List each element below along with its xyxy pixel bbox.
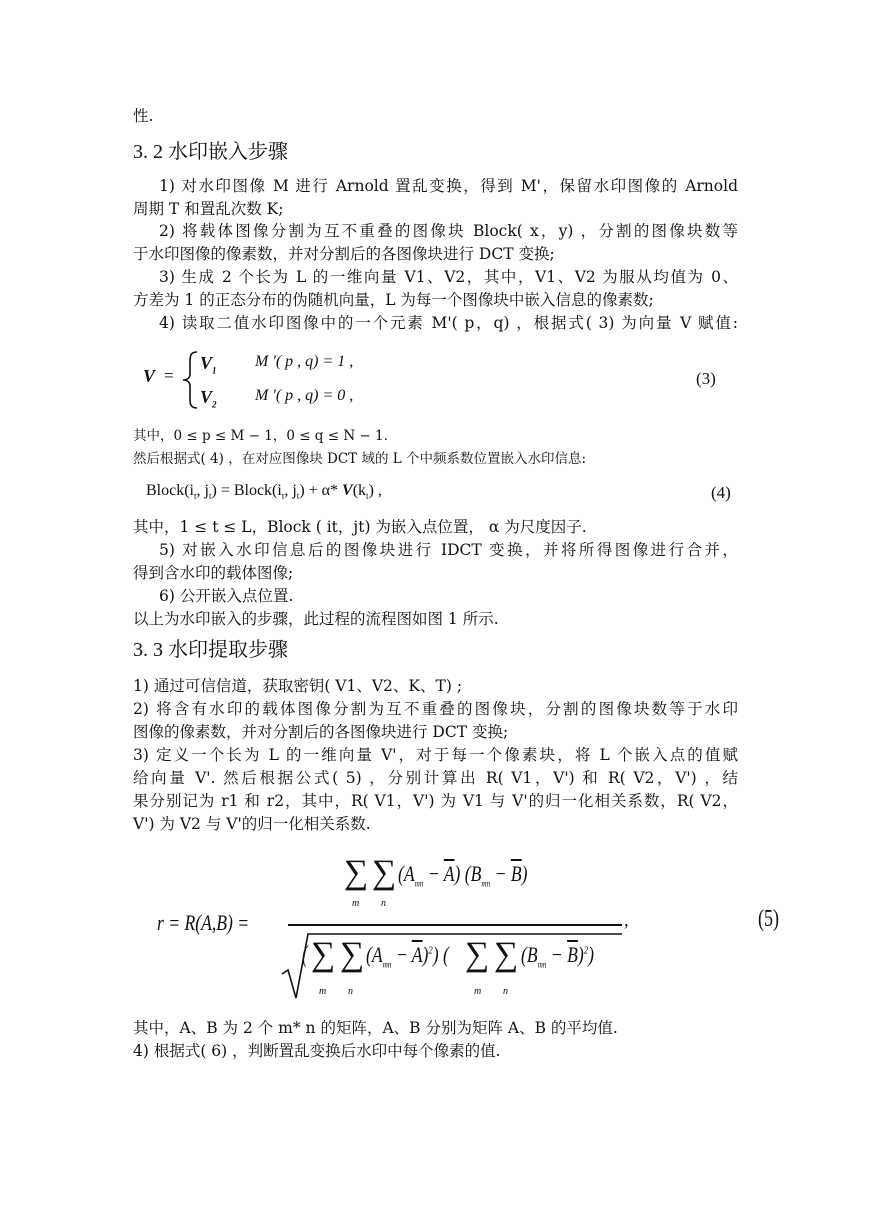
text-line: 3) 定义一个长为 L 的一维向量 V'，对于每一个像素块，将 L 个嵌入点的值赋 bbox=[133, 746, 738, 764]
sum-icon: ∑ bbox=[340, 936, 365, 973]
eq3-v1: $V_1$ bbox=[200, 353, 217, 376]
text-line: 给向量 V'. 然后根据公式( 5) ，分别计算出 R( V1，V') 和 R( V2，V') ，结 bbox=[133, 769, 738, 787]
text-line: 1) 通过可信信道，获取密钥( V1、V2、K、T) ; bbox=[133, 677, 463, 695]
text-line: 于水印图像的像素数，并对分割后的各图像块进行 DCT 变换; bbox=[133, 245, 555, 263]
fraction-bar bbox=[288, 924, 622, 926]
eq3-cond1: M ′( p , q) = 1 , bbox=[255, 353, 354, 370]
text-line: 其中，1 ≤ t ≤ L，Block ( it，jt) 为嵌入点位置， α 为尺度因子. bbox=[133, 518, 587, 536]
text-line: 图像的像素数，并对分割后的各图像块进行 DCT 变换; bbox=[133, 723, 509, 741]
text-line: V') 为 V2 与 V'的归一化相关系数. bbox=[133, 815, 371, 833]
text-line: 1) 对水印图像 M 进行 Arnold 置乱变换，得到 M'，保留水印图像的 Arnold bbox=[159, 177, 738, 195]
left-brace-icon bbox=[181, 350, 201, 410]
text-line: 5) 对嵌入水印信息后的图像块进行 IDCT 变换，并将所得图像进行合并， bbox=[159, 541, 738, 559]
sum-icon: ∑ bbox=[494, 936, 519, 973]
text-line: 方差为 1 的正态分布的伪随机向量，L 为每一个图像块中嵌入信息的像素数; bbox=[133, 291, 654, 309]
eq3-v2: $V_2$ bbox=[200, 387, 217, 410]
eq4-number: (4) bbox=[711, 483, 731, 502]
eq3-lhs: V bbox=[143, 366, 156, 386]
text-line: 然后根据式( 4) ，在对应图像块 DCT 域的 L 个中频系数位置嵌入水印信息: bbox=[133, 451, 587, 467]
sum-icon: ∑ bbox=[344, 854, 369, 891]
sum-index-n: n bbox=[348, 986, 353, 997]
eq5-numerator: $(A_{mn} - \overline{A}) (B_{mn} - \overline{B})$ bbox=[398, 861, 528, 889]
text-line: 2) 将载体图像分割为互不重叠的图像块 Block( x，y) ，分割的图像块数等 bbox=[159, 222, 738, 240]
text-line: 4) 根据式( 6) ，判断置乱变换后水印中每个像素的值. bbox=[133, 1042, 501, 1060]
text-line: 性. bbox=[133, 107, 154, 125]
text-line: 3) 生成 2 个长为 L 的一维向量 V1、V2，其中，V1、V2 为服从均值为 0、 bbox=[159, 268, 738, 286]
eq5-denominator-a: $(A_{mn} - \overline{A})^2$) ( bbox=[366, 942, 449, 970]
eq5-number: (5) bbox=[758, 906, 779, 932]
sum-index-m: m bbox=[319, 986, 327, 997]
sum-index-n: n bbox=[503, 986, 508, 997]
sum-index-m: m bbox=[352, 898, 360, 909]
section-heading-3-2: 3. 2 水印嵌入步骤 bbox=[133, 141, 288, 163]
eq5-comma: , bbox=[624, 910, 629, 930]
text-line: 周期 T 和置乱次数 K; bbox=[133, 200, 284, 218]
sum-index-n: n bbox=[381, 898, 386, 909]
eq5-denominator-b: $(B_{mn} - \overline{B})^2$) bbox=[521, 942, 594, 970]
section-heading-3-3: 3. 3 水印提取步骤 bbox=[133, 639, 288, 661]
sum-icon: ∑ bbox=[311, 936, 336, 973]
text-line: 果分别记为 r1 和 r2，其中，R( V1，V') 为 V1 与 V'的归一化相关系数，R( V2， bbox=[133, 792, 738, 810]
text-line: 以上为水印嵌入的步骤，此过程的流程图如图 1 所示. bbox=[133, 610, 499, 628]
text-line: 6) 公开嵌入点位置. bbox=[159, 587, 294, 605]
eq4-body: $Block(i_t$, $j_t$) = $Block(i_t$, $j_t) + \alpha*$ $V(k_t)$ , bbox=[146, 482, 382, 502]
sum-index-m: m bbox=[474, 986, 482, 997]
text-line: 4) 读取二值水印图像中的一个元素 M'( p，q) ，根据式( 3) 为向量 V 赋值: bbox=[159, 314, 738, 332]
text-line: 得到含水印的载体图像; bbox=[133, 564, 294, 582]
text-line: 其中，0 ≤ p ≤ M − 1，0 ≤ q ≤ N − 1. bbox=[133, 428, 388, 444]
text-line: 2) 将含有水印的载体图像分割为互不重叠的图像块，分割的图像块数等于水印 bbox=[133, 700, 738, 718]
eq3-number: (3) bbox=[696, 369, 716, 388]
sum-icon: ∑ bbox=[372, 854, 397, 891]
eq5-paren: ( bbox=[302, 942, 308, 968]
eq5-lhs: r = R(A,B) = bbox=[157, 910, 250, 935]
sum-icon: ∑ bbox=[465, 936, 490, 973]
eq3-cond2: M ′( p , q) = 0 , bbox=[255, 387, 354, 404]
text-line: 其中，A、B 为 2 个 m* n 的矩阵，A、B 分别为矩阵 A、B 的平均值. bbox=[133, 1019, 618, 1037]
eq3-equals: = bbox=[164, 366, 174, 385]
